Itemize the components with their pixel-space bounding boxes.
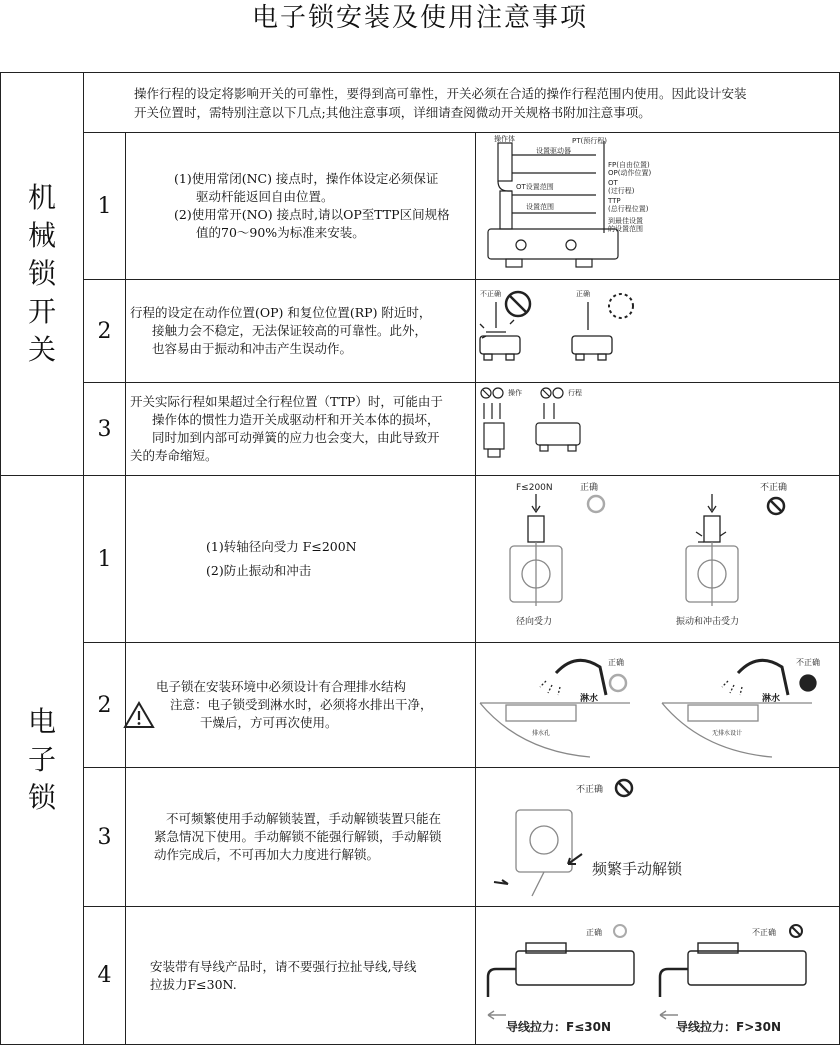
fig-label: (总行程位置) — [608, 205, 649, 213]
figure-drainage — [476, 643, 840, 768]
fig-label: 行程 — [568, 389, 582, 397]
row-text: 电子锁在安装环境中必须设计有合理排水结构 注意：电子锁受到淋水时，必须将水排出干净， 干燥后，方可再次使用。 — [126, 643, 476, 768]
wire-pull-diagram — [476, 907, 840, 1040]
fig-label: 淋水 — [762, 694, 781, 704]
category-mechanical: 机 械 锁 开 关 — [1, 73, 84, 476]
row-text: 安装带有导线产品时，请不要强行拉扯导线,导线 拉拔力F≤30N. — [126, 907, 476, 1045]
fig-label: (过行程) — [608, 187, 635, 195]
drainage-diagram — [476, 643, 840, 763]
fig-label: 导线拉力：F≤30N — [506, 1020, 611, 1034]
row-text: (1)使用常闭(NC) 接点时，操作体设定必须保证 驱动杆能返回自由位置。 (2)使用常开(NO) 接点时,请以OP至TTP区间规格 值的70～90%为标准来安装。 — [126, 133, 476, 280]
fig-label: 不正确 — [760, 483, 788, 493]
fig-label: OP(动作位置) — [608, 169, 652, 177]
fig-label: 正确 — [576, 290, 590, 298]
fig-label: 淋水 — [580, 694, 599, 704]
mech-row-1 — [1, 133, 840, 280]
fig-label: 正确 — [608, 658, 624, 667]
row-number: 1 — [84, 133, 126, 280]
elec-row-1 — [1, 476, 840, 643]
figure-op-position — [476, 280, 840, 383]
row-number: 2 — [84, 280, 126, 383]
fig-label: 不正确 — [480, 290, 501, 298]
fig-label: 排水孔 — [532, 730, 551, 737]
fig-label: 导线拉力：F>30N — [676, 1020, 781, 1034]
fig-label: 径向受力 — [516, 617, 553, 627]
stroke-diagram — [476, 133, 840, 275]
fig-label: 不正确 — [796, 658, 820, 667]
row-text: (1)转轴径向受力 F≤200N (2)防止振动和冲击 — [126, 476, 476, 643]
page-title: 电子锁安装及使用注意事项 — [251, 3, 588, 33]
figure-radial-force — [476, 476, 840, 643]
radial-force-diagram — [476, 476, 840, 638]
mech-row-3 — [1, 383, 840, 476]
mech-intro-row — [1, 73, 840, 133]
row-number: 1 — [84, 476, 126, 643]
warning-icon — [122, 700, 156, 730]
row-text: 不可频繁使用手动解锁装置，手动解锁装置只能在 紧急情况下使用。手动解锁不能强行解锁，手动解锁 动作完成后，不可再加大力度进行解锁。 — [126, 768, 476, 907]
fig-label: 的设置范围 — [608, 225, 643, 233]
row-number: 2 — [84, 643, 126, 768]
fig-label: TTP — [608, 197, 621, 205]
fig-label: 不正确 — [576, 785, 604, 795]
fig-label: F≤200N — [516, 483, 553, 493]
fig-label: 正确 — [580, 483, 599, 493]
fig-label: OT — [608, 179, 618, 187]
mech-intro: 操作行程的设定将影响开关的可靠性，要得到高可靠性，开关必须在合适的操作行程范围内使用。因此设计安装 开关位置时，需特别注意以下几点;其他注意事项，详细请查阅微动开关规格书附加注意事项。 — [84, 73, 840, 133]
fig-label: 设置范围 — [526, 203, 554, 211]
row-number: 3 — [84, 768, 126, 907]
fig-label: 设置驱动器 — [536, 147, 571, 155]
fig-label: 振动和冲击受力 — [676, 617, 740, 627]
fig-label: 频繁手动解锁 — [592, 860, 683, 878]
figure-stroke-diagram — [476, 133, 840, 280]
category-electronic: 电 子 锁 — [1, 476, 84, 1045]
notice-table — [0, 72, 840, 1045]
row-number: 4 — [84, 907, 126, 1045]
row-text: 开关实际行程如果超过全行程位置（TTP）时，可能由于 操作体的惯性力造开关成驱动杆和开关本体的损坏， 同时加到内部可动弹簧的应力也会变大，由此导致开 关的寿命缩短。 — [126, 383, 476, 476]
fig-label: OT设置范围 — [516, 183, 554, 191]
fig-label: 操作体 — [494, 135, 515, 143]
fig-label: 正确 — [586, 928, 602, 937]
row-text: 行程的设定在动作位置(OP) 和复位位置(RP) 附近时， 接触力会不稳定，无法保证较高的可靠性。此外， 也容易由于振动和冲击产生误动作。 — [126, 280, 476, 383]
fig-label: 操作 — [508, 389, 522, 397]
elec-row-3 — [1, 768, 840, 907]
fig-label: 到最佳设置 — [608, 217, 643, 225]
fig-label: PT(预行程) — [572, 137, 607, 145]
op-position-diagram — [476, 280, 840, 378]
figure-manual-unlock — [476, 768, 840, 907]
row-number: 3 — [84, 383, 126, 476]
fig-label: 不正确 — [752, 928, 776, 937]
figure-ttp — [476, 383, 840, 476]
fig-label: 无排水设计 — [712, 730, 743, 737]
mech-row-2 — [1, 280, 840, 383]
elec-row-2 — [1, 643, 840, 768]
manual-unlock-diagram — [476, 768, 840, 902]
fig-label: FP(自由位置) — [608, 161, 650, 169]
ttp-diagram — [476, 383, 840, 471]
